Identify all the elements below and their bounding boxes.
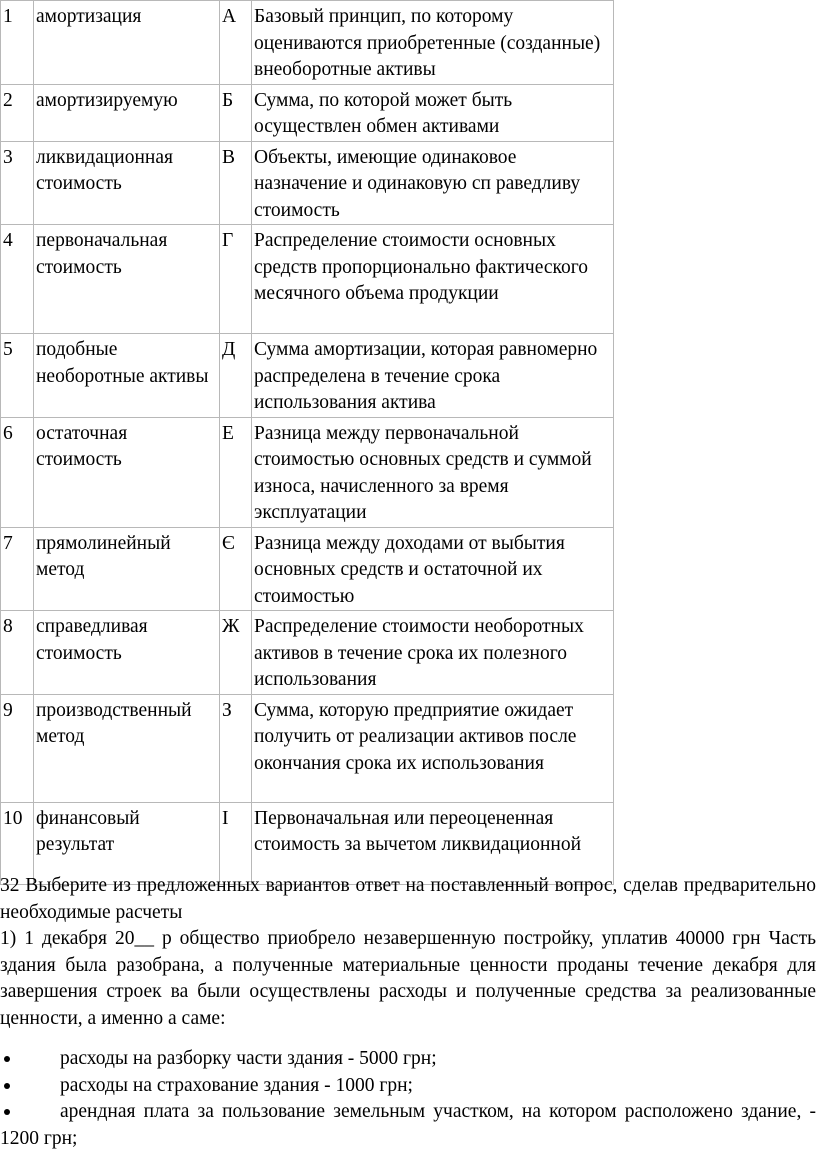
definition-cell: Сумма, которую предприятие ожидает получить от реализации активов после окончания срока их использования [252,694,614,802]
definition-cell: Разница между доходами от выбытия основных средств и остаточной их стоимостью [252,527,614,611]
row-number: 10 [1,802,34,884]
term-cell: амортизация [34,1,220,85]
table-row [1,334,614,418]
definition-cell: Распределение стоимости основных средств пропорционально фактического месячного объема продукции [252,225,614,334]
table-row [1,84,614,141]
list-item-text: расходы на страхование здания - 1000 грн; [60,1074,413,1096]
letter-cell: Е [220,417,252,527]
bullet-icon [4,1083,10,1089]
definition-cell: Сумма амортизации, которая равномерно распределена в течение срока использования актива [252,334,614,418]
question-intro: 32 Выберите из предложенных вариантов ответ на поставленный вопрос, сделав предварительно необходимые расчеты [0,875,816,923]
table-row [1,1,614,85]
definition-cell: Разница между первоначальной стоимостью основных средств и суммой износа, начисленного за время эксплуатации [252,417,614,527]
row-number: 6 [1,417,34,527]
row-number: 1 [1,1,34,85]
table-row [1,527,614,611]
definition-cell: Распределение стоимости необоротных активов в течение срока их полезного использования [252,611,614,695]
definition-cell: Первоначальная или переоцененная стоимость за вычетом ликвидационной [252,802,614,884]
question-section [0,873,816,1152]
letter-cell: А [220,1,252,85]
letter-cell: В [220,141,252,225]
list-item [0,1046,816,1073]
table-row [1,141,614,225]
definition-cell: Базовый принцип, по которому оцениваются приобретенные (созданные) внеоборотные активы [252,1,614,85]
letter-cell: З [220,694,252,802]
question-item-1: 1) 1 декабря 20__ р общество приобрело незавершенную постройку, уплатив 40000 грн Часть здания была разобрана, а полученные материальные ценности проданы течение декабря для завершения строек ва были осуществлены расходы и полученные средства за реализованные ценности, а именно а саме: [0,928,816,1029]
list-item [0,1073,816,1100]
list-item [0,1099,816,1152]
letter-cell: Є [220,527,252,611]
row-number: 9 [1,694,34,802]
letter-cell: Г [220,225,252,334]
term-cell: производственный метод [34,694,220,802]
table-row [1,611,614,695]
term-cell: финансовый результат [34,802,220,884]
term-cell: ликвидационная стоимость [34,141,220,225]
bullet-icon [4,1056,10,1062]
row-number: 2 [1,84,34,141]
term-cell: амортизируемую [34,84,220,141]
letter-cell: Б [220,84,252,141]
definition-cell: Объекты, имеющие одинаковое назначение и одинаковую сп раведливу стоимость [252,141,614,225]
expense-list [0,1046,816,1152]
row-number: 8 [1,611,34,695]
row-number: 5 [1,334,34,418]
list-item-text: расходы на разборку части здания - 5000 грн; [60,1048,437,1069]
term-cell: прямолинейный метод [34,527,220,611]
term-cell: остаточная стоимость [34,417,220,527]
table-row [1,225,614,334]
row-number: 3 [1,141,34,225]
table-row [1,694,614,802]
row-number: 7 [1,527,34,611]
term-cell: справедливая стоимость [34,611,220,695]
row-number: 4 [1,225,34,334]
term-cell: первоначальная стоимость [34,225,220,334]
bullet-icon [4,1109,10,1115]
list-item-text: арендная плата за пользование земельным участком, на котором расположено здание, - 1200 грн; [0,1101,816,1149]
letter-cell: І [220,802,252,884]
letter-cell: Ж [220,611,252,695]
table-row [1,417,614,527]
table-row [1,802,614,884]
term-cell: подобные необоротные активы [34,334,220,418]
definition-cell: Сумма, по которой может быть осуществлен обмен активами [252,84,614,141]
letter-cell: Д [220,334,252,418]
